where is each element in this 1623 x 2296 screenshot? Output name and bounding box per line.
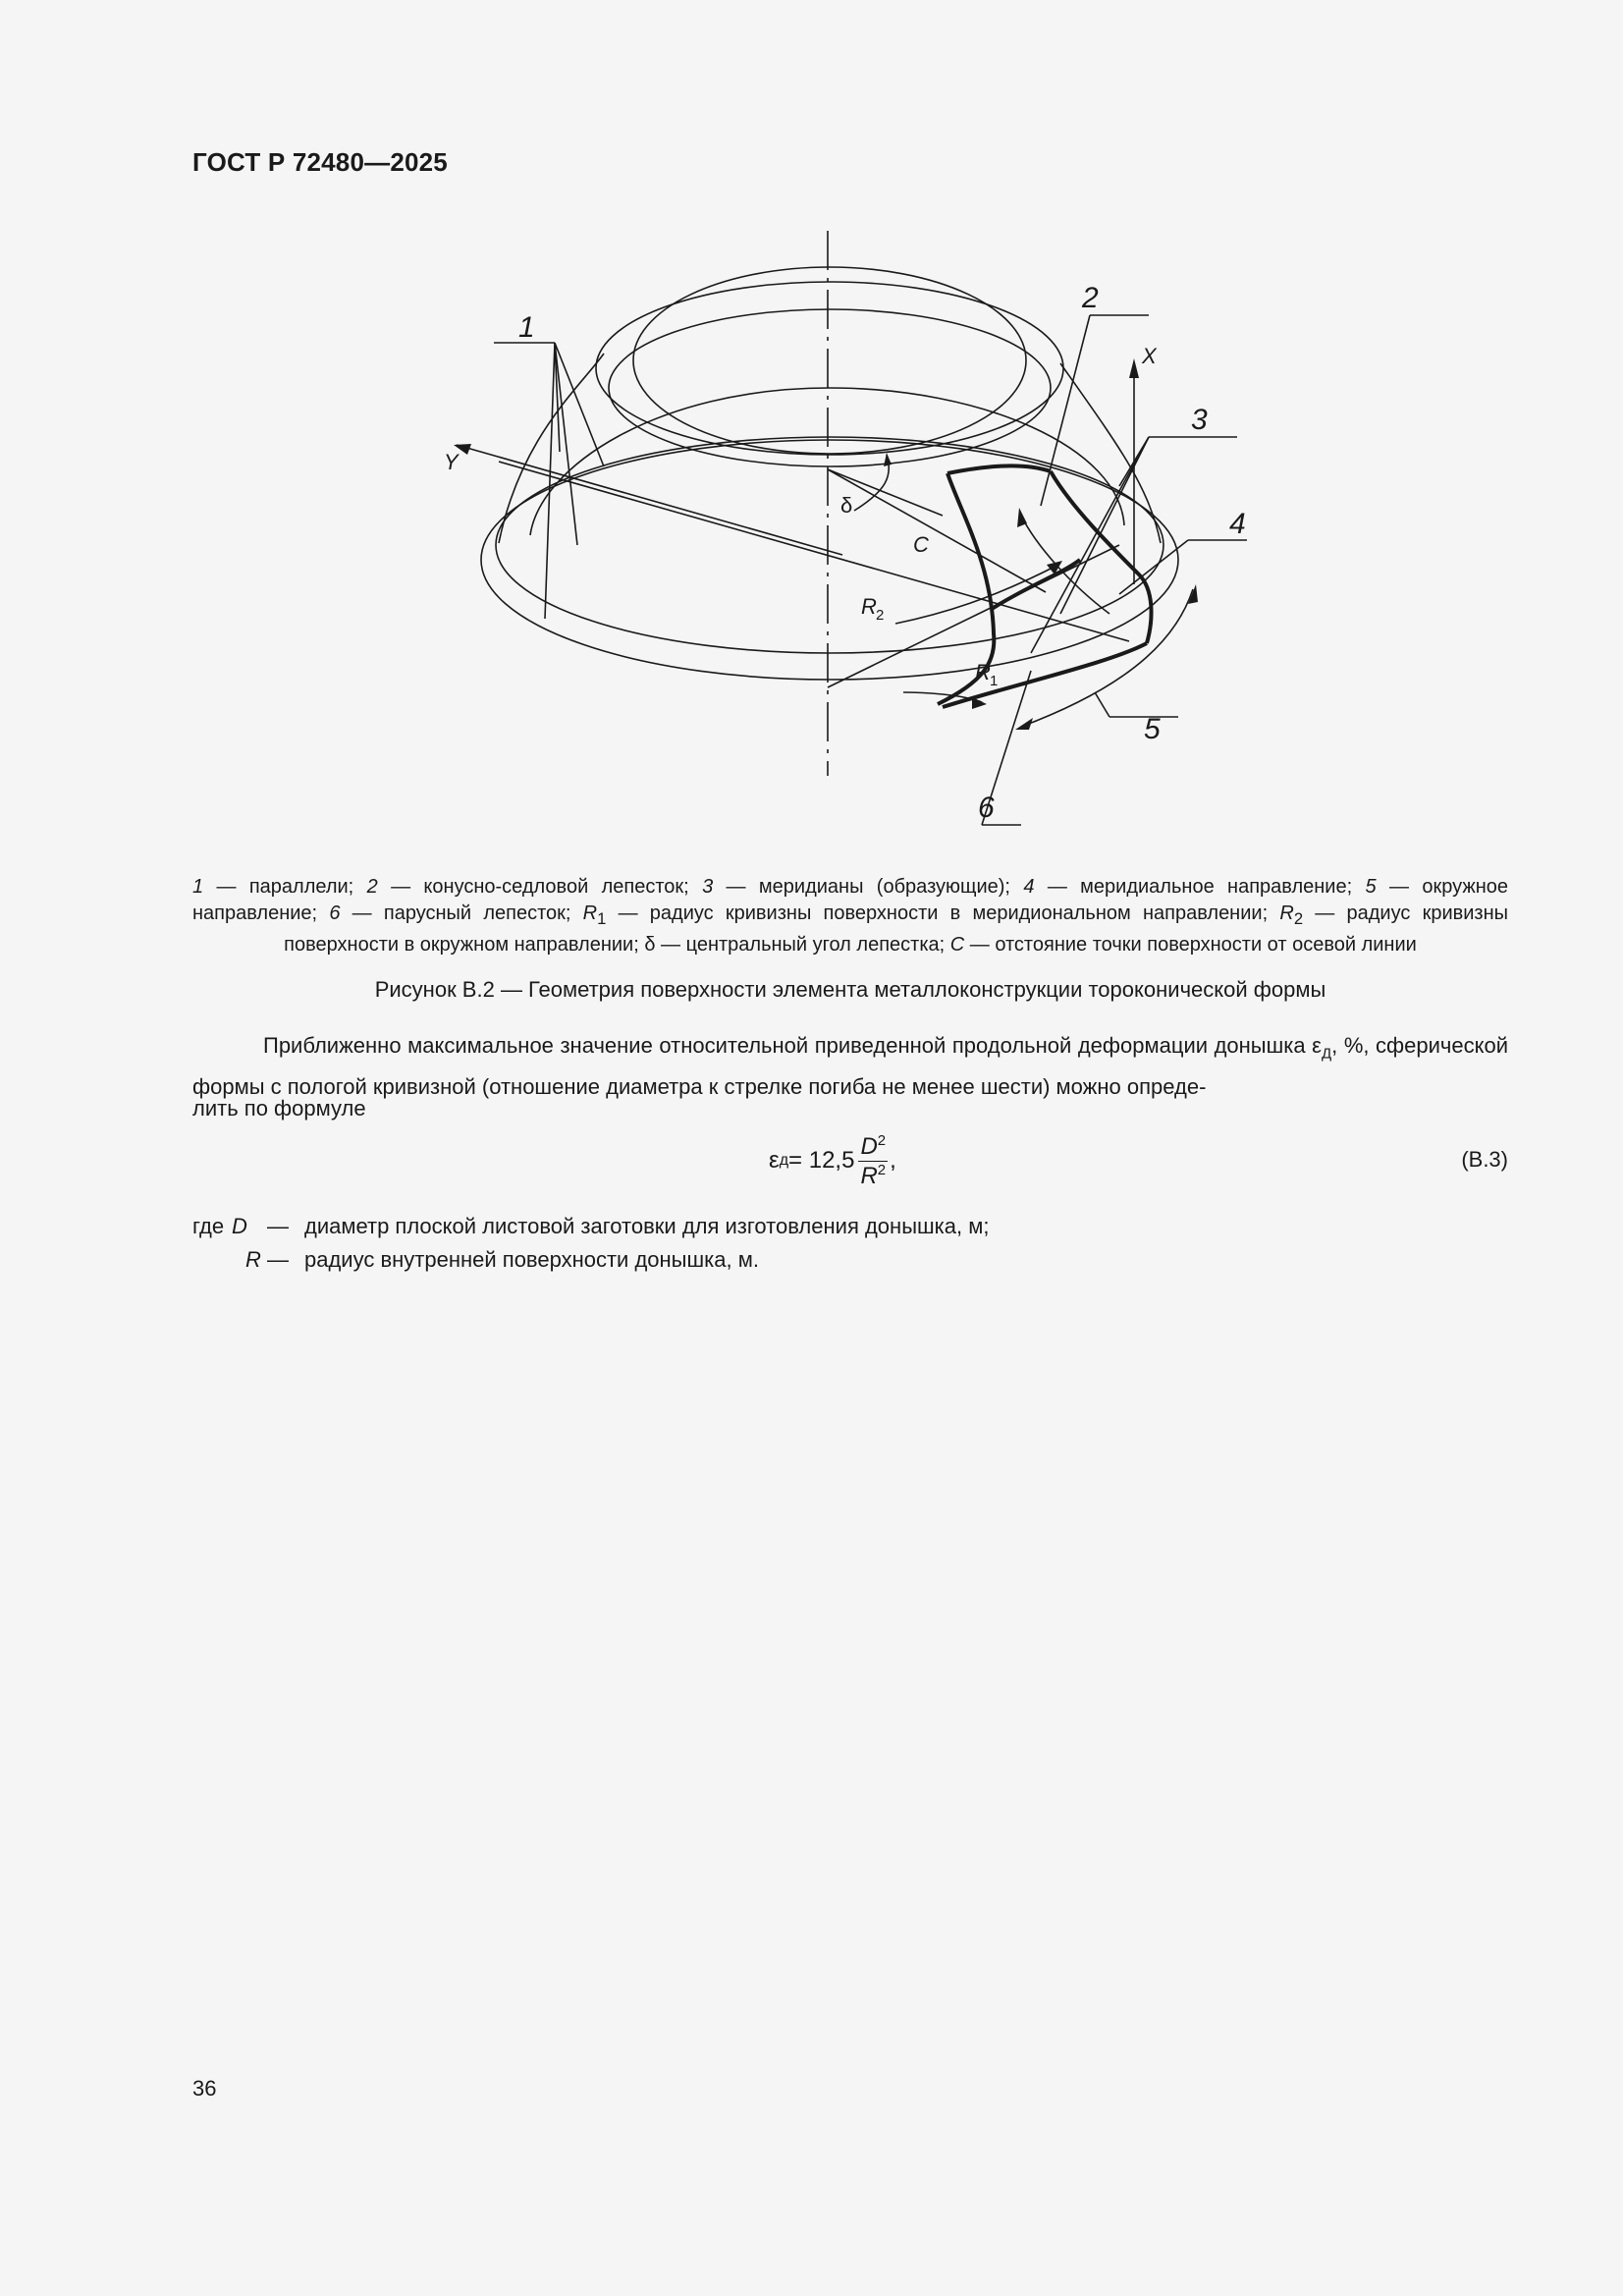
x-axis-arrow	[1129, 358, 1139, 378]
label-x-axis: X	[1142, 344, 1157, 368]
label-delta: δ	[840, 493, 853, 518]
label-y-axis: Y	[444, 450, 459, 474]
where-row-d: где D — диаметр плоской листовой заготовки для изготовления донышка, м;	[192, 1214, 990, 1238]
top-opening	[633, 267, 1026, 454]
label-c: C	[913, 532, 929, 557]
label-r2-sub: 2	[876, 607, 885, 624]
label-r2: R	[861, 594, 877, 619]
formula-b3: ε д = 12,5 $\frac{D^2}{R^2}$ ,	[769, 1131, 896, 1189]
figure-legend: 1 — параллели; 2 — конусно-седловой лепесток; 3 — меридианы (образующие); 4 — меридиальное направление; 5 — окружное направление; 6 — парусный лепесток; $R_1$ — радиус кривизны поверхности в меридиональном направлении; $R_2$ — радиус кривизны поверхности в окружном направлении; δ — центральный угол лепестка; C — отстояние точки поверхности от осевой линии	[192, 876, 1509, 956]
label-1: 1	[518, 311, 535, 344]
label-r1-sub: 1	[990, 673, 999, 689]
label-3: 3	[1191, 404, 1208, 436]
body-paragraph-end: лить по формуле	[192, 1096, 366, 1121]
cone-right-side	[1060, 363, 1161, 543]
label-2: 2	[1082, 282, 1099, 314]
label-5: 5	[1144, 713, 1161, 745]
body-paragraph: Приближенно максимальное значение относительной приведенной продольной деформации донышка $\varepsilon_Д$, %, сферической формы с пологой кривизной (отношение диаметра к стрелке погиба не менее шести) можно опреде-	[192, 1033, 1509, 1100]
document-header: ГОСТ Р 72480—2025	[192, 147, 448, 177]
diagonal-line-1	[499, 462, 1129, 641]
top-ring-outer	[596, 282, 1063, 455]
toroconical-surface-figure	[432, 221, 1246, 849]
where-explanation	[192, 1210, 989, 1277]
label-6: 6	[978, 792, 995, 824]
base-outer-ellipse	[481, 440, 1178, 680]
formula-number: (В.3)	[1461, 1147, 1508, 1172]
label-4: 4	[1229, 508, 1246, 540]
label-r1: R	[975, 660, 991, 684]
figure-caption: Рисунок В.2 — Геометрия поверхности элемента металлоконструкции тороконической формы	[374, 977, 1326, 1002]
where-row-r: R — радиус внутренней поверхности донышка, м.	[245, 1247, 759, 1272]
page-number: 36	[192, 2076, 217, 2101]
radius-line-delta	[828, 469, 1046, 592]
y-axis	[457, 445, 842, 555]
